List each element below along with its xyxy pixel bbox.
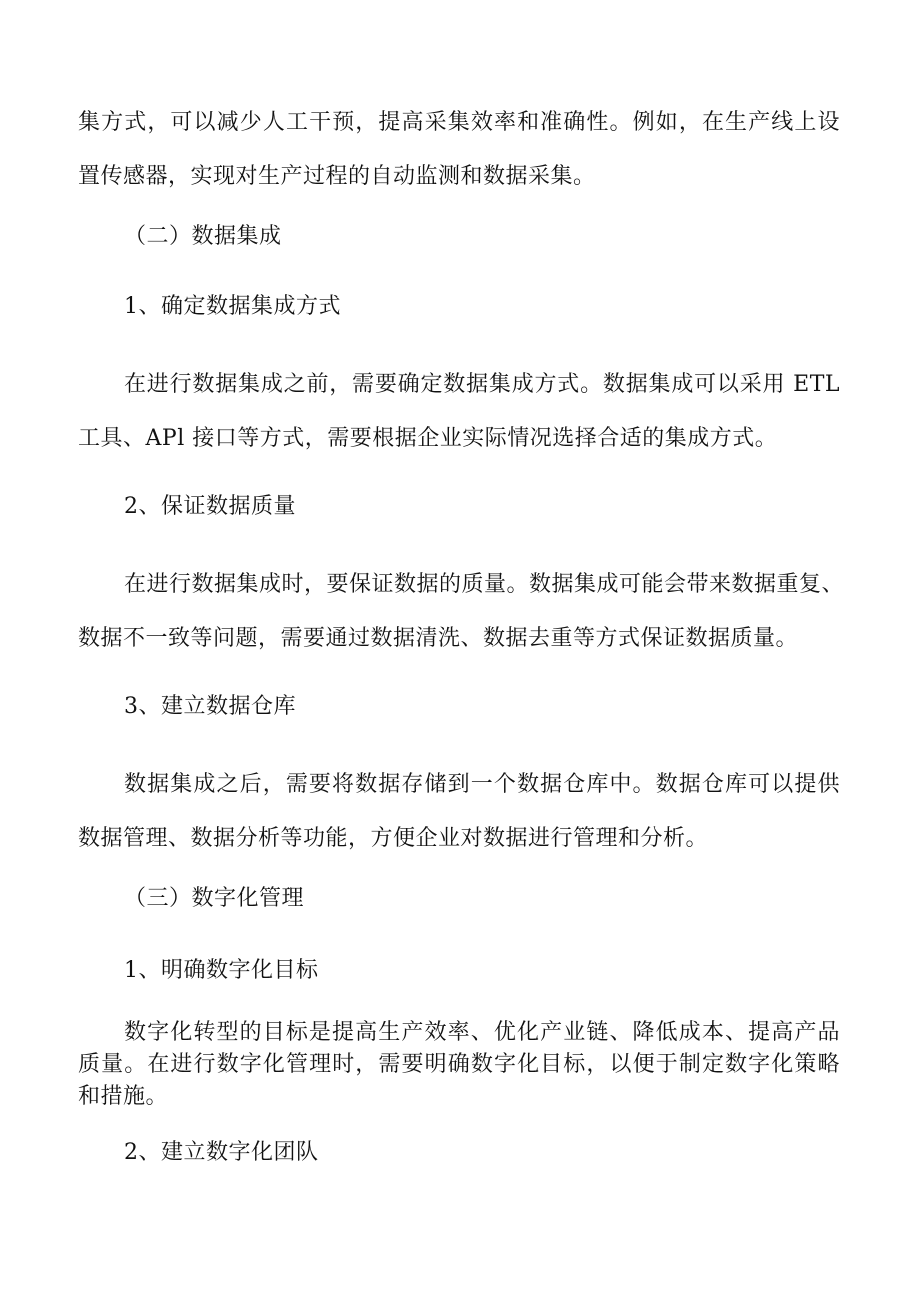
subsection-heading: 3、建立数据仓库 bbox=[124, 694, 296, 719]
paragraph-line: 集方式，可以减少人工干预，提高采集效率和准确性。例如，在生产线上设 bbox=[78, 110, 840, 135]
paragraph-line: 数据管理、数据分析等功能，方便企业对数据进行管理和分析。 bbox=[78, 826, 709, 851]
paragraph-line: 在进行数据集成之前，需要确定数据集成方式。数据集成可以采用 ETL bbox=[124, 372, 840, 397]
paragraph-line: 和措施。 bbox=[78, 1084, 169, 1109]
paragraph-line: 置传感器，实现对生产过程的自动监测和数据采集。 bbox=[78, 164, 596, 189]
subsection-heading: 2、建立数字化团队 bbox=[124, 1140, 319, 1165]
section-heading: （二）数据集成 bbox=[124, 224, 282, 249]
subsection-heading: 1、明确数字化目标 bbox=[124, 958, 319, 983]
paragraph-line: 在进行数据集成时，要保证数据的质量。数据集成可能会带来数据重复、 bbox=[124, 572, 845, 597]
subsection-heading: 2、保证数据质量 bbox=[124, 494, 296, 519]
paragraph-line: 质量。在进行数字化管理时，需要明确数字化目标，以便于制定数字化策略 bbox=[78, 1052, 840, 1077]
paragraph-line: 工具、APl 接口等方式，需要根据企业实际情况选择合适的集成方式。 bbox=[78, 426, 778, 451]
paragraph-line: 数据集成之后，需要将数据存储到一个数据仓库中。数据仓库可以提供 bbox=[124, 772, 840, 797]
paragraph-line: 数据不一致等问题，需要通过数据清洗、数据去重等方式保证数据质量。 bbox=[78, 626, 799, 651]
subsection-heading: 1、确定数据集成方式 bbox=[124, 294, 341, 319]
section-heading: （三）数字化管理 bbox=[124, 886, 305, 911]
paragraph-line: 数字化转型的目标是提高生产效率、优化产业链、降低成本、提高产品 bbox=[124, 1020, 840, 1045]
